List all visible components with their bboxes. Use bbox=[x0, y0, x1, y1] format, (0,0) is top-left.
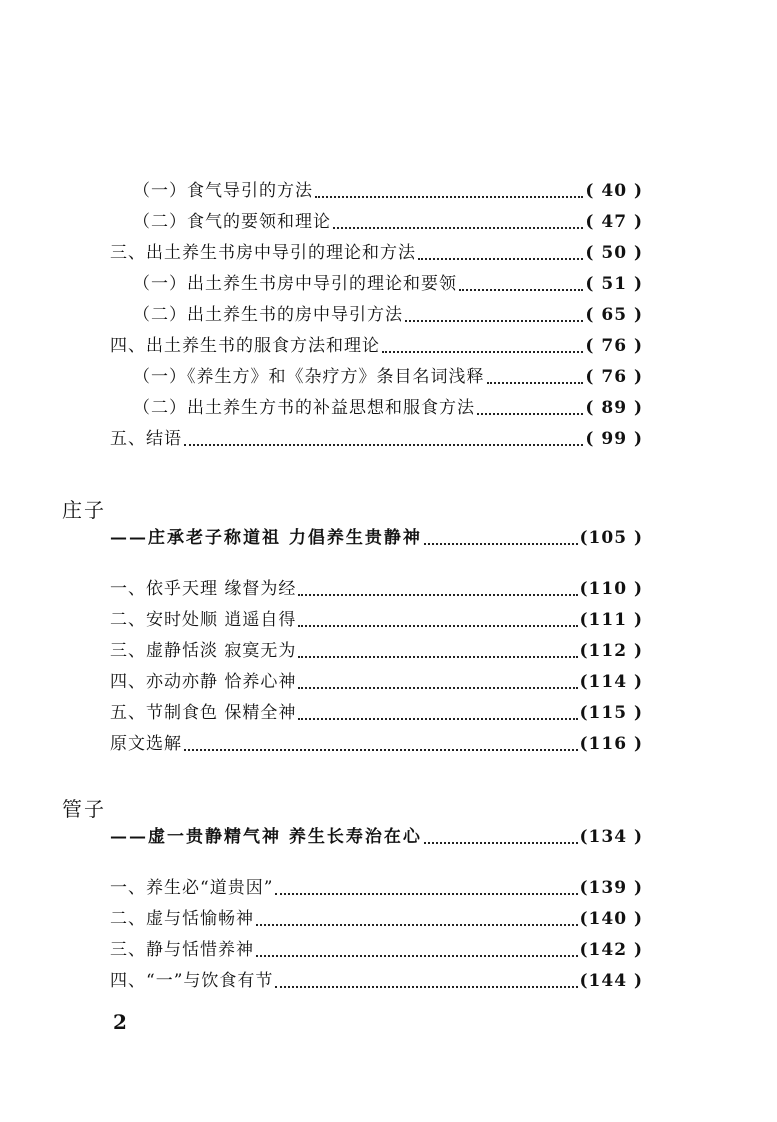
toc-entry-page: (116 ) bbox=[579, 734, 643, 754]
toc-entry bbox=[110, 904, 643, 934]
toc-entry-page: (144 ) bbox=[579, 971, 643, 991]
toc-entry bbox=[110, 331, 643, 361]
toc-entry-page: (115 ) bbox=[579, 703, 643, 723]
toc-entry-title: 二、安时处顺 逍遥自得 bbox=[110, 610, 297, 630]
toc-entry-title: 一、养生必“道贵因” bbox=[110, 878, 274, 898]
toc-entry-title: 四、亦动亦静 恰养心神 bbox=[110, 672, 297, 692]
toc-entry bbox=[110, 698, 643, 728]
page-number: 2 bbox=[113, 1010, 127, 1034]
toc-entry bbox=[133, 362, 643, 392]
toc-entry bbox=[110, 966, 643, 996]
leader-dots bbox=[184, 430, 583, 446]
toc-entry bbox=[110, 667, 643, 697]
toc-entry bbox=[133, 176, 643, 206]
toc-entry-page: ( 76 ) bbox=[585, 336, 643, 356]
toc-entry-page: (112 ) bbox=[579, 641, 643, 661]
leader-dots bbox=[405, 306, 583, 322]
section-title: 庄子 bbox=[62, 498, 106, 522]
section-subtitle bbox=[110, 822, 643, 852]
toc-entry bbox=[110, 238, 643, 268]
leader-dots bbox=[298, 580, 577, 596]
toc-entry bbox=[110, 605, 643, 635]
leader-dots bbox=[333, 213, 583, 229]
toc-entry-page: ( 50 ) bbox=[585, 243, 643, 263]
toc-entry-page: ( 40 ) bbox=[585, 181, 643, 201]
toc-entry bbox=[133, 393, 643, 423]
toc-entry-title: 三、出土养生书房中导引的理论和方法 bbox=[110, 243, 416, 263]
leader-dots bbox=[275, 879, 577, 895]
toc-entry-page: (114 ) bbox=[579, 672, 643, 692]
toc-entry-page: ( 51 ) bbox=[585, 274, 643, 294]
toc-entry-page: ( 65 ) bbox=[585, 305, 643, 325]
section-title: 管子 bbox=[62, 797, 106, 821]
leader-dots bbox=[275, 972, 577, 988]
leader-dots bbox=[298, 611, 577, 627]
toc-entry-title: 三、虚静恬淡 寂寞无为 bbox=[110, 641, 297, 661]
toc-entry-page: (140 ) bbox=[579, 909, 643, 929]
toc-entry-title: 五、节制食色 保精全神 bbox=[110, 703, 297, 723]
leader-dots bbox=[382, 337, 583, 353]
toc-entry-page: (111 ) bbox=[579, 610, 643, 630]
toc-entry bbox=[110, 873, 643, 903]
toc-entry-title: 四、出土养生书的服食方法和理论 bbox=[110, 336, 380, 356]
toc-entry bbox=[110, 574, 643, 604]
leader-dots bbox=[256, 910, 578, 926]
toc-entry-title: （二）出土养生书的房中导引方法 bbox=[133, 305, 403, 325]
leader-dots bbox=[298, 673, 577, 689]
toc-entry-page: ( 47 ) bbox=[585, 212, 643, 232]
toc-entry bbox=[110, 424, 643, 454]
toc-entry-page: (110 ) bbox=[579, 579, 643, 599]
toc-entry bbox=[110, 935, 643, 965]
toc-entry-page: (142 ) bbox=[579, 940, 643, 960]
toc-entry bbox=[133, 300, 643, 330]
toc-entry-title: 三、静与恬惜养神 bbox=[110, 940, 254, 960]
leader-dots bbox=[418, 244, 583, 260]
toc-entry bbox=[110, 729, 643, 759]
toc-entry bbox=[133, 269, 643, 299]
toc-entry-title: 一、依乎天理 缘督为经 bbox=[110, 579, 297, 599]
toc-entry-page: (139 ) bbox=[579, 878, 643, 898]
toc-entry-title: 原文选解 bbox=[110, 734, 182, 754]
section-subtitle bbox=[110, 523, 643, 553]
leader-dots bbox=[424, 529, 578, 545]
leader-dots bbox=[477, 399, 583, 415]
toc-entry-title: （二）出土养生方书的补益思想和服食方法 bbox=[133, 398, 475, 418]
section-subtitle-text: ——虚一贵静精气神 养生长寿治在心 bbox=[110, 827, 422, 847]
section-subtitle-page: (105 ) bbox=[579, 528, 643, 548]
toc-entry-title: 五、结语 bbox=[110, 429, 182, 449]
toc-entry-page: ( 76 ) bbox=[585, 367, 643, 387]
toc-entry-title: 二、虚与恬愉畅神 bbox=[110, 909, 254, 929]
toc-entry-title: 四、“一”与饮食有节 bbox=[110, 971, 274, 991]
section-subtitle-page: (134 ) bbox=[579, 827, 643, 847]
toc-entry bbox=[133, 207, 643, 237]
toc-entry bbox=[110, 636, 643, 666]
leader-dots bbox=[459, 275, 583, 291]
section-subtitle-text: ——庄承老子称道祖 力倡养生贵静神 bbox=[110, 528, 422, 548]
leader-dots bbox=[315, 182, 583, 198]
leader-dots bbox=[256, 941, 578, 957]
leader-dots bbox=[424, 828, 578, 844]
leader-dots bbox=[487, 368, 584, 384]
leader-dots bbox=[298, 704, 577, 720]
toc-entry-title: （一）出土养生书房中导引的理论和要领 bbox=[133, 274, 457, 294]
toc-entry-page: ( 89 ) bbox=[585, 398, 643, 418]
leader-dots bbox=[298, 642, 577, 658]
toc-entry-title: （一）食气导引的方法 bbox=[133, 181, 313, 201]
leader-dots bbox=[184, 735, 578, 751]
toc-entry-title: （二）食气的要领和理论 bbox=[133, 212, 331, 232]
toc-entry-title: （一）《养生方》和《杂疗方》条目名词浅释 bbox=[133, 367, 485, 387]
toc-entry-page: ( 99 ) bbox=[585, 429, 643, 449]
